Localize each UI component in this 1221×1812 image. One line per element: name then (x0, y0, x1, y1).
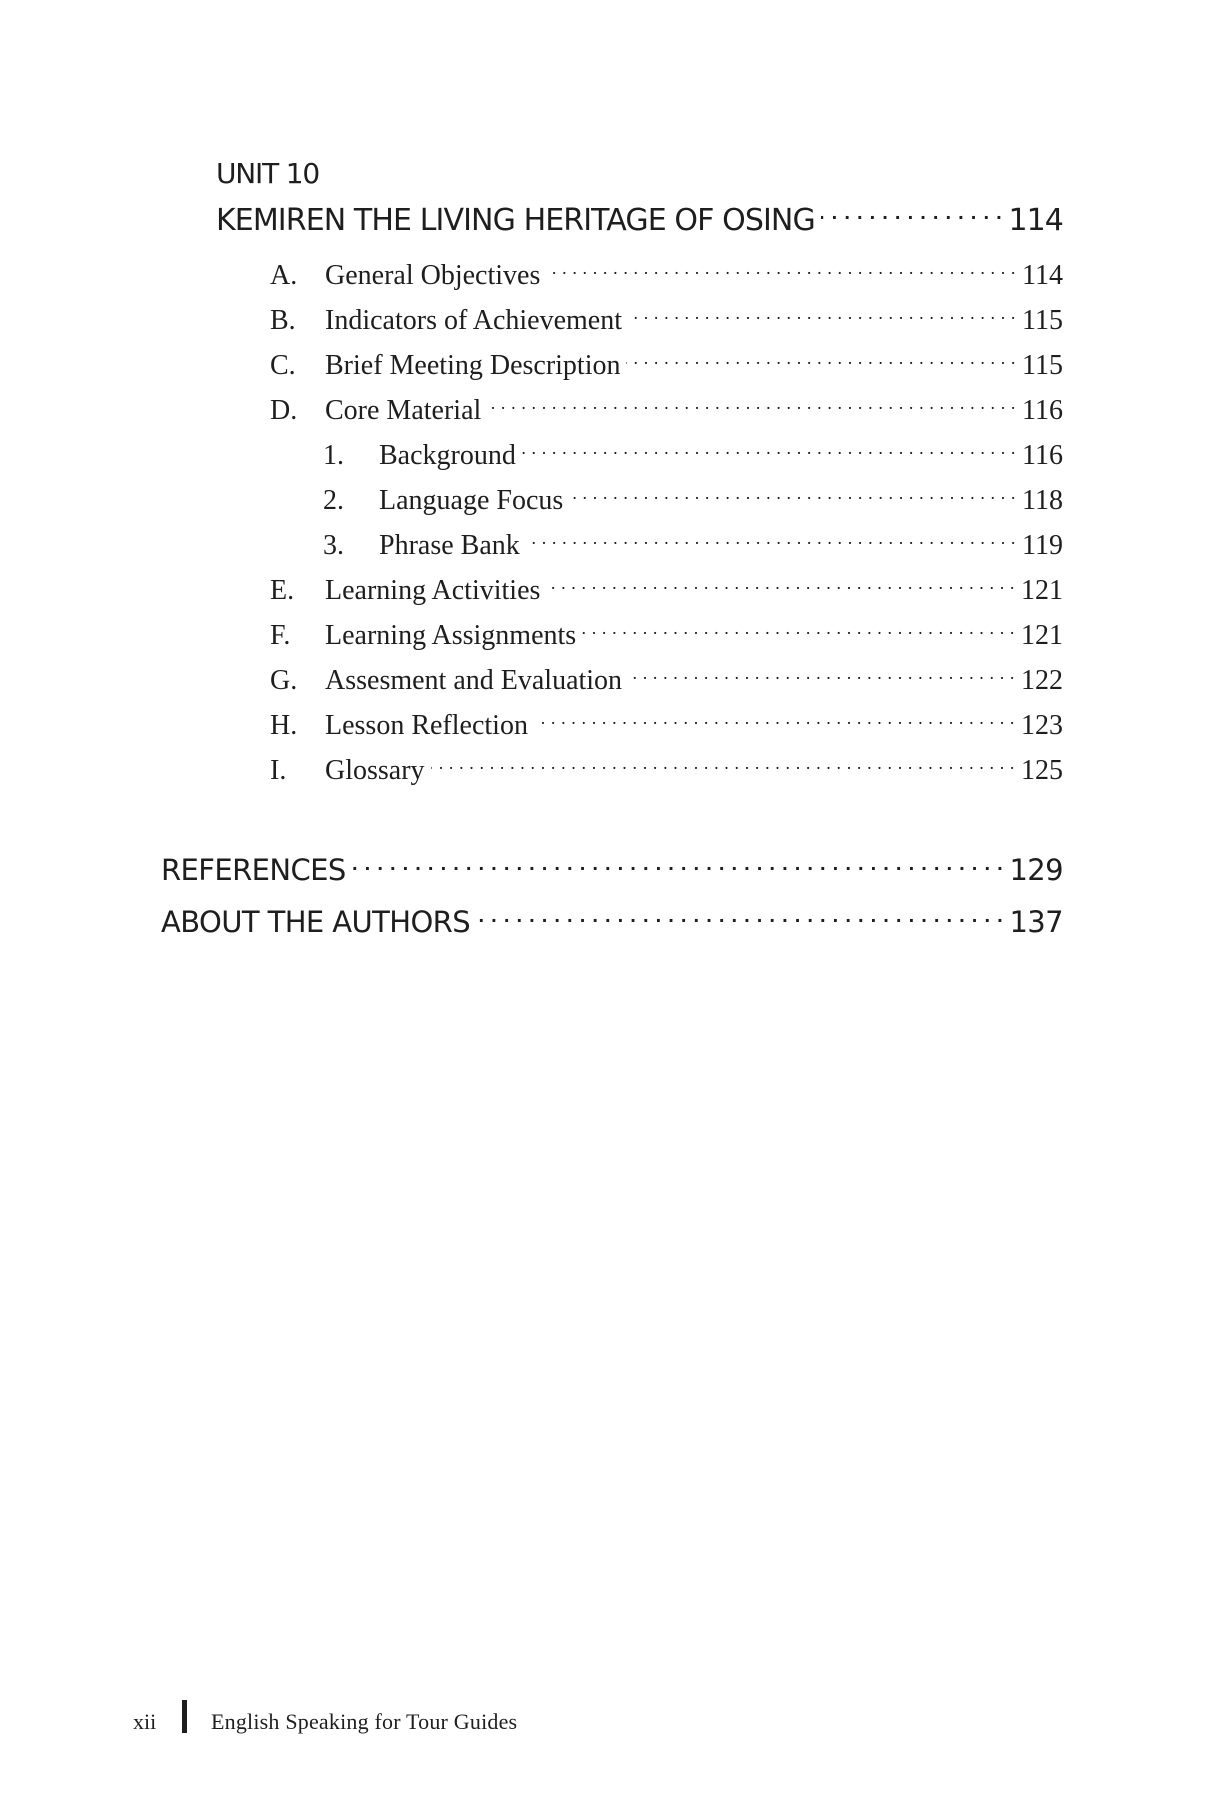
toc-entry-about-the-authors[interactable] (161, 903, 1063, 937)
page-number: 116 (1022, 395, 1063, 426)
section-marker: G. (270, 665, 298, 696)
page-number: 121 (1021, 575, 1063, 606)
toc-entry-core-material[interactable] (270, 391, 1063, 425)
section-marker: F. (270, 620, 291, 651)
dot-leader (476, 903, 1003, 932)
toc-entry-glossary[interactable] (270, 751, 1063, 785)
footer-divider (182, 1700, 187, 1733)
dot-leader (546, 571, 1015, 599)
dot-leader (569, 481, 1016, 509)
toc-entry-phrase-bank[interactable] (323, 526, 1063, 560)
section-marker: H. (270, 710, 298, 741)
toc-entry-references[interactable] (161, 851, 1063, 885)
dot-leader (526, 526, 1016, 554)
section-title: Learning Activities (325, 575, 541, 606)
page-number: 122 (1021, 665, 1063, 696)
toc-entry-language-focus[interactable] (323, 481, 1063, 515)
dot-leader (628, 661, 1015, 689)
dot-leader (582, 616, 1015, 644)
dot-leader (431, 751, 1015, 779)
toc-entry-learning-activities[interactable] (270, 571, 1063, 605)
page-number: 115 (1022, 350, 1063, 381)
subsection-marker: 1. (323, 440, 344, 471)
subsection-title: Phrase Bank (379, 530, 520, 561)
section-title: Core Material (325, 395, 482, 426)
subsection-title: Language Focus (379, 485, 564, 516)
page-number: 137 (1009, 905, 1063, 939)
dot-leader (546, 256, 1016, 284)
section-title: General Objectives (325, 260, 541, 291)
section-marker: D. (270, 395, 298, 426)
section-title: Glossary (325, 755, 425, 786)
dot-leader (821, 200, 1003, 230)
dot-leader (522, 436, 1016, 464)
dot-leader (352, 851, 1004, 880)
dot-leader (534, 706, 1015, 734)
subsection-marker: 2. (323, 485, 344, 516)
page-number: 129 (1009, 853, 1063, 887)
toc-entry-general-objectives[interactable] (270, 256, 1063, 290)
page-number: 114 (1022, 260, 1063, 291)
toc-entry-brief-meeting-description[interactable] (270, 346, 1063, 380)
toc-entry-assesment-and-evaluation[interactable] (270, 661, 1063, 695)
page-footer (133, 1700, 517, 1734)
section-title: Learning Assignments (325, 620, 577, 651)
section-title: Brief Meeting Description (325, 350, 621, 381)
backmatter-title: REFERENCES (161, 853, 346, 887)
page-number: 123 (1021, 710, 1063, 741)
toc-entry-unit-title[interactable] (216, 200, 1063, 239)
toc-entry-learning-assignments[interactable] (270, 616, 1063, 650)
unit-label: UNIT 10 (216, 157, 319, 190)
section-title: Indicators of Achievement (325, 305, 623, 336)
page-number: 118 (1022, 485, 1063, 516)
subsection-title: Background (379, 440, 516, 471)
toc-entry-indicators-of-achievement[interactable] (270, 301, 1063, 335)
section-marker: B. (270, 305, 296, 336)
section-marker: A. (270, 260, 298, 291)
footer-page-number: xii (133, 1709, 157, 1734)
dot-leader (628, 301, 1016, 329)
toc-entry-lesson-reflection[interactable] (270, 706, 1063, 740)
dot-leader (487, 391, 1016, 419)
section-title: Assesment and Evaluation (325, 665, 623, 696)
section-marker: I. (270, 755, 287, 786)
running-title: English Speaking for Tour Guides (211, 1709, 518, 1734)
page-number: 115 (1022, 305, 1063, 336)
page-number: 114 (1008, 203, 1063, 238)
page-number: 119 (1022, 530, 1063, 561)
dot-leader (626, 346, 1016, 374)
backmatter-title: ABOUT THE AUTHORS (161, 905, 471, 939)
page-number: 116 (1022, 440, 1063, 471)
unit-title: KEMIREN THE LIVING HERITAGE OF OSING (216, 203, 815, 238)
page-number: 125 (1021, 755, 1063, 786)
toc-entry-background[interactable] (323, 436, 1063, 470)
subsection-marker: 3. (323, 530, 344, 561)
section-title: Lesson Reflection (325, 710, 528, 741)
section-marker: E. (270, 575, 295, 606)
section-marker: C. (270, 350, 296, 381)
page-number: 121 (1021, 620, 1063, 651)
